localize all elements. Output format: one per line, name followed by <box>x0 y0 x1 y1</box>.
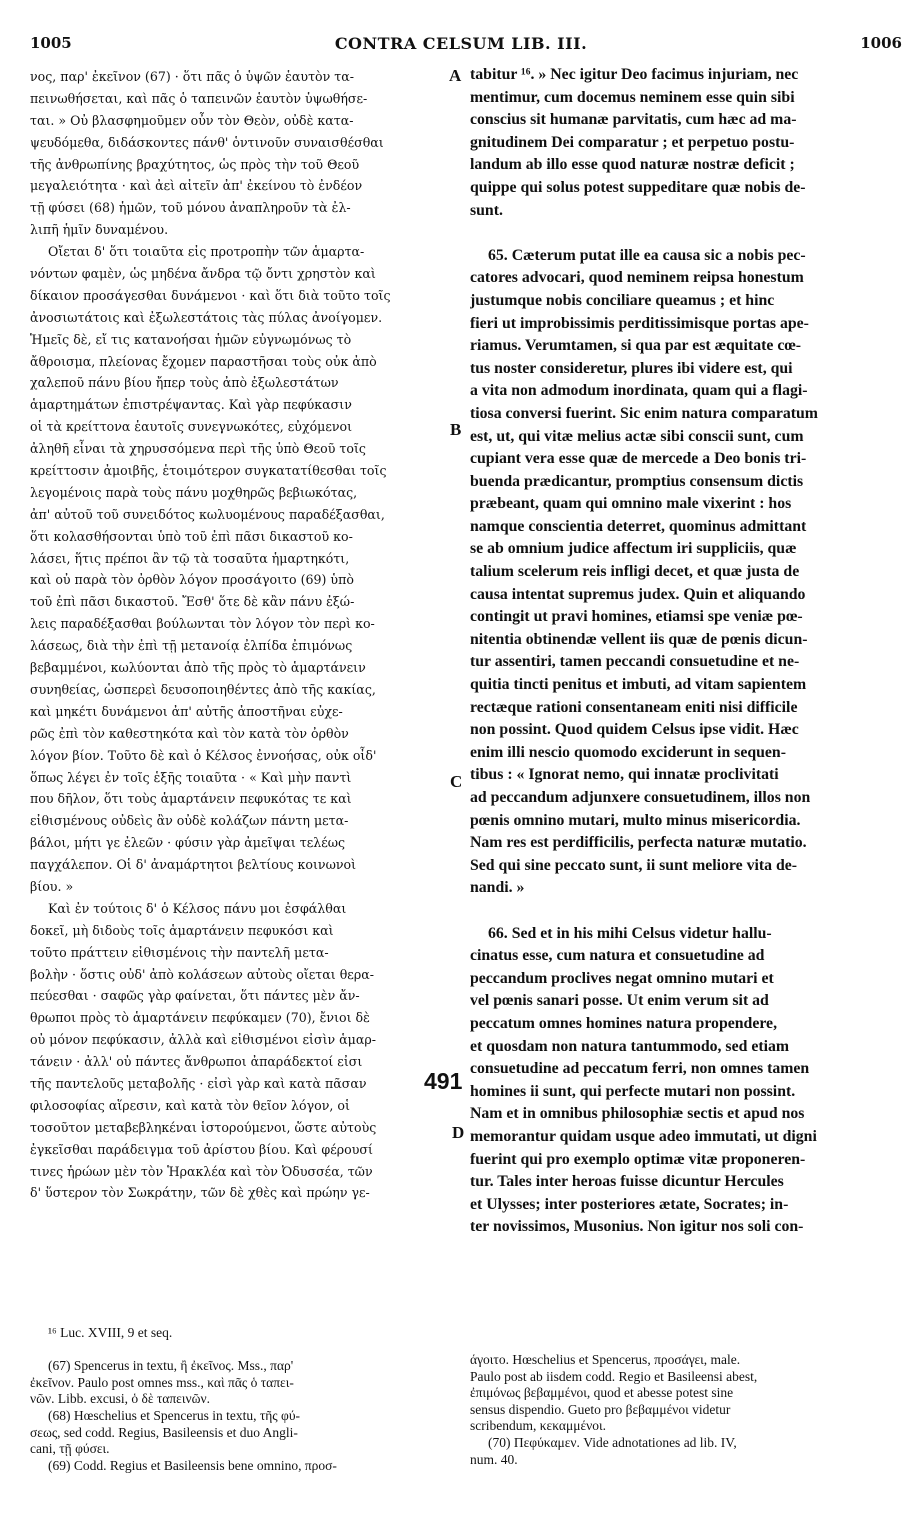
text-line: οἱ τὰ κρείττονα ἑαυτοῖς συνεγνωκότες, εὐχόμενοι <box>30 419 353 435</box>
margin-letter-b: B <box>450 420 462 439</box>
text-line: λάσεως, διὰ τὴν ἐπὶ τῇ μετανοίᾳ ἐλπίδα ἐπιμόνως <box>30 638 353 654</box>
text-line: sunt. <box>470 201 503 219</box>
text-line: ται. » Οὐ βλασφημοῦμεν οὖν τὸν Θεὸν, οὐδὲ κατα- <box>30 112 354 128</box>
latin-text-column <box>470 64 895 1239</box>
text-line: et Ulysses; inter posteriores ætate, Socrates; in- <box>470 1195 789 1213</box>
text-line <box>30 1342 450 1359</box>
text-line: νος, παρ' ἐκεῖνον (67) · ὅτι πᾶς ὁ ὑψῶν ἑαυτὸν τα- <box>30 69 355 84</box>
text-line: κρείττοσιν ἀμοιβῆς, ἑτοιμότερον συγκατατίθεσθαι τοῖς <box>30 463 387 479</box>
text-line: φιλοσοφίας αἵρεσιν, καὶ κατὰ τὸν θεῖον λόγον, οἱ <box>30 1097 350 1113</box>
text-line: cupiant vera esse quæ de mercede a Deo bonis tri- <box>470 450 807 468</box>
text-line: ¹⁶ Luc. XVIII, 9 et seq. <box>48 1325 173 1340</box>
text-line: λεγομένοις παρὰ τοὺς πάνυ μοχθηρῶς βεβιωκότας, <box>30 484 358 500</box>
text-line: rectæque rationi consentaneam eniti nisi difficile <box>470 698 798 716</box>
text-line: landum ab illo esse quod naturæ nostræ deficit ; <box>470 156 795 174</box>
text-line: εἰθισμένους οὐδεὶς ἂν οὐδὲ κολάζων πάντη μετα- <box>30 813 349 829</box>
text-line: consuetudine ad peccatum ferri, non omnes tamen <box>470 1060 810 1078</box>
text-line: fieri ut improbissimis perditissimisque portas ape- <box>470 314 809 332</box>
text-line: πεινωθήσεται, καὶ πᾶς ὁ ταπεινῶν ἑαυτὸν ὑψωθήσε- <box>30 90 368 106</box>
text-line: σεως, sed codd. Regius, Basileensis et duo Angli- <box>30 1424 298 1440</box>
text-line: τῇ φύσει (68) ἡμῶν, τοῦ μόνου ἀναπληροῦν τὰ ἐλ- <box>30 200 351 216</box>
text-line: cani, τῇ φύσει. <box>30 1441 110 1457</box>
text-line: ὅτι κολασθήσονται ὑπὸ τοῦ ἐπὶ πᾶσι δικαστοῦ κο- <box>30 528 353 544</box>
text-line <box>470 900 895 923</box>
text-line: ἐπιμόνως βεβαμμένοι, quod et abesse potest sine <box>470 1385 734 1401</box>
text-line: βολὴν · ὅστις οὐδ' ἀπὸ κολάσεων αὐτοὺς οἴεται θερα- <box>30 966 374 982</box>
text-line: ter novissimos, Musonius. Non igitur nos soli con- <box>470 1218 804 1236</box>
footnotes-right <box>470 1352 895 1468</box>
text-line: τοῦ ἐπὶ πᾶσι δικαστοῦ. Ἔσθ' ὅτε δὲ κἂν πάνυ ἐξώ- <box>30 594 355 610</box>
text-line: sensus dispendio. Gueto pro βεβαμμένοι videtur <box>470 1401 731 1417</box>
text-line: quippe qui solus potest suppeditare quæ nobis de- <box>470 178 806 196</box>
text-line: (68) Hœschelius et Spencerus in textu, τῆς φύ- <box>48 1407 301 1423</box>
text-line: mentimur, cum docemus neminem esse quin sibi <box>470 88 795 106</box>
text-line: riamus. Verumtamen, si qua par est æquitate cœ- <box>470 337 802 355</box>
text-line: τάνειν · ἀλλ' οὐ πάντες ἄνθρωποι ἀπαράδεκτοί εἰσι <box>30 1054 363 1070</box>
text-line: cinatus esse, cum natura et consuetudine ad <box>470 947 765 965</box>
margin-letter-c: C <box>450 772 463 791</box>
text-line: δοκεῖ, μὴ διδοὺς τοῖς ἁμαρτάνειν πεφυκόσι καὶ <box>30 922 334 938</box>
text-line: namque conscientia deterret, quominus admittant <box>470 517 807 535</box>
text-line: tiosa conversi fuerint. Sic enim natura comparatum <box>470 404 818 422</box>
text-line: δίκαιον προσάγεσθαι δυνάμενοι · καὶ ὅτι διὰ τοῦτο τοῖς <box>30 287 391 303</box>
text-line: enim illi nescio quomodo exciderunt in sequen- <box>470 743 786 761</box>
text-line: fuerint qui pro exemplo optimæ vitæ proponeren- <box>470 1150 806 1168</box>
text-line: præbeant, quam qui omnino male vixerint : hos <box>470 495 792 513</box>
text-line: est, ut, qui vitæ melius actæ sibi conscii sunt, cum <box>470 427 804 445</box>
text-line: ἄθροισμα, πλείονας ἔχομεν παραστῆσαι τοὺς οὐκ ἀπὸ <box>30 353 377 369</box>
text-line: πεύεσθαι · σαφῶς γὰρ φαίνεται, ὅτι πάντες μὲν ἄν- <box>30 988 360 1004</box>
text-line: gnitudinem Dei comparatur ; et perpetuo postu- <box>470 133 795 151</box>
text-line: (70) Πεφύκαμεν. Vide adnotationes ad lib. IV, <box>488 1434 737 1450</box>
running-header <box>0 34 922 58</box>
text-line: θρωποι πρὸς τὸ ἁμαρτάνειν πεφύκαμεν (70), ἔνιοι δὲ <box>30 1010 370 1026</box>
text-line: tibus : « Ignorat nemo, qui innatæ proclivitati <box>470 766 779 784</box>
text-line: ἀληθῆ εἶναι τὰ χηρυσσόμενα περὶ τῆς ὑπὸ Θεοῦ τοῖς <box>30 441 366 457</box>
text-line: conscius sit humanæ parvitatis, cum hæc ad ma- <box>470 111 797 129</box>
text-line: peccatum omnes homines natura propendere, <box>470 1014 778 1032</box>
text-line: τοσοῦτον μεταβεβληκέναι ἱστορούμενοι, ὥστε αὐτοὺς <box>30 1119 377 1135</box>
text-line: ἐγκεῖσθαι παράδειγμα τοῦ ἀρίστου βίου. Καὶ φέρουσί <box>30 1141 373 1157</box>
text-line: τῆς παντελοῦς μεταβολῆς · εἰσὶ γὰρ καὶ κατὰ πᾶσαν <box>30 1075 367 1091</box>
text-line: ad peccandum adjunxere consuetudinem, illos non <box>470 789 811 806</box>
text-line: λάσει, ἥτις πρέποι ἂν τῷ τὰ τοσαῦτα ἡμαρτηκότι, <box>30 550 350 566</box>
text-line: tus noster consideretur, plures ibi videre est, qui <box>470 359 793 377</box>
text-line: quitia tincti penitus et imbuti, ad vitam sapientem <box>470 676 807 694</box>
text-line: τῆς ἀνθρωπίνης βραχύτητος, ὡς πρὸς τὴν τοῦ Θεοῦ <box>30 156 360 172</box>
text-line: Καὶ ἐν τούτοις δ' ὁ Κέλσος πάνυ μοι ἐσφάλθαι <box>48 900 347 916</box>
text-line: Οἴεται δ' ὅτι τοιαῦτα εἰς προτροπὴν τῶν ἁμαρτα- <box>48 244 365 260</box>
text-line: Paulo post ab iisdem codd. Regio et Basileensi abest, <box>470 1368 758 1384</box>
text-line: βεβαμμένοι, κωλύονται ἀπὸ τῆς πρὸς τὸ ἁμαρτάνειν <box>30 660 366 676</box>
text-line: τοῦτο πράττειν εἰθισμένοις τὴν παντελῆ μετα- <box>30 944 329 960</box>
text-line: catores advocari, quod neminem reipsa honestum <box>470 269 804 287</box>
text-line: τινες ἡρώων μὲν τὸν Ἡρακλέα καὶ τὸν Ὀδυσσέα, τῶν <box>30 1163 373 1179</box>
text-line: tur. Tales inter heroas fuisse dicuntur Hercules <box>470 1173 784 1191</box>
text-line: άγοιτο. Hœschelius et Spencerus, προσάγει, male. <box>470 1352 741 1367</box>
text-line: συνηθείας, ὡσπερεὶ δευσοποιηθέντες ἀπὸ τῆς κακίας, <box>30 681 376 697</box>
text-line: ἀπ' αὐτοῦ τοῦ συνειδότος κωλυομένους παραδέξασθαι, <box>30 506 385 522</box>
text-line: λεις παραδέξασθαι βούλωνται τὸν λόγον τὸν περὶ κο- <box>30 616 375 632</box>
text-line: vel pœnis sanari posse. Ut enim verum sit ad <box>470 992 769 1010</box>
margin-letter-d: D <box>452 1123 465 1142</box>
text-line: δ' ὕστερον τὸν Σωκράτην, τῶν δὲ χθὲς καὶ πρώην γε- <box>30 1185 370 1201</box>
text-line: Sed qui sine peccato sunt, ii sunt meliore vita de- <box>470 856 798 874</box>
text-line: buenda prædicantur, promptius consensum dictis <box>470 472 804 490</box>
running-title: CONTRA CELSUM LIB. III. <box>334 34 588 53</box>
text-line: nandi. » <box>470 879 525 897</box>
text-line: χαλεποῦ πάνυ βίου ἤπερ τοὺς ἀπὸ ἐξωλεστάτων <box>30 375 339 391</box>
text-line: ἐκεῖνον. Paulo post omnes mss., καὶ πᾶς ὁ ταπει- <box>30 1374 294 1390</box>
text-line: justumque nobis conciliare queamus ; et hinc <box>470 291 775 309</box>
text-line: 65. Cæterum putat ille ea causa sic a nobis pec- <box>488 246 806 264</box>
text-line: homines ii sunt, qui perfecte mutari non possint. <box>470 1082 796 1100</box>
text-line: 66. Sed et in his mihi Celsus videtur hallu- <box>488 924 772 942</box>
text-line: μεγαλειότητα · καὶ ἀεὶ αἰτεῖν ἀπ' ἐκείνου τὸ ἐνδέον <box>30 178 363 194</box>
text-line: νῶν. Libb. excusi, ὁ δὲ ταπεινῶν. <box>30 1391 210 1407</box>
text-line: peccandum proclives negat omnino mutari et <box>470 969 774 987</box>
text-line: scribendum, κεκαμμένοι. <box>470 1418 606 1434</box>
text-line: Nam res est perdifficilis, perfecta naturæ mutatio. <box>470 834 807 852</box>
page-number-left: 1005 <box>30 34 72 52</box>
text-line: et quosdam non natura tantummodo, sed etiam <box>470 1037 790 1055</box>
text-line: βάλοι, μήτι γε ἐλεῶν · φύσιν γὰρ ἀμεῖψαι τελέως <box>30 835 346 851</box>
text-line: Ἡμεῖς δὲ, εἴ τις κατανοήσαι ἡμῶν εὐγνωμόνως τὸ <box>30 331 352 347</box>
text-line: (67) Spencerus in textu, ἢ ἐκεῖνος. Mss., παρ' <box>48 1358 294 1374</box>
text-line <box>470 222 895 245</box>
text-line: ἁμαρτημάτων ἐπιστρέψαντας. Καὶ γὰρ πεφύκασιν <box>30 397 352 413</box>
text-line: νόντων φαμὲν, ὡς μηδένα ἄνδρα τῷ ὄντι χρηστὸν καὶ <box>30 266 376 282</box>
text-line: Nam et in omnibus philosophiæ sectis et apud nos <box>470 1105 805 1123</box>
text-line: talium scelerum reis infligi decet, et quæ justa de <box>470 563 800 581</box>
text-line: se ab omnium judice affectum iri suppliciis, quæ <box>470 540 797 558</box>
text-line: tur assentiri, tamen peccandi consuetudine et ne- <box>470 653 800 671</box>
text-line: contingit ut pravi homines, etiamsi spe veniæ pœ- <box>470 608 803 626</box>
text-line: βίου. » <box>30 878 74 894</box>
text-line: λιπῆ ἡμῖν δυναμένου. <box>30 222 169 238</box>
text-line: οὐ μόνον πεφύκασιν, ἀλλὰ καὶ εἰθισμένοι εἰσὶν ἁμαρ- <box>30 1032 377 1048</box>
text-line: pœnis omnino mutari, multo minus misericordia. <box>470 811 801 829</box>
text-line: tabitur ¹⁶. » Nec igitur Deo facimus injuriam, nec <box>470 66 799 83</box>
text-line: num. 40. <box>470 1451 518 1467</box>
footnotes-left <box>30 1325 450 1474</box>
text-line: non possint. Quod quidem Celsus ipse vidit. Hæc <box>470 721 799 739</box>
text-line: ψευδόμεθα, διδάσκοντες πάνθ' ὁντινοῦν συναισθέσθαι <box>30 134 384 150</box>
text-line: a vita non admodum inordinata, quam qui a flagi- <box>470 382 808 400</box>
column-number: 491 <box>424 1068 463 1094</box>
text-line: causa intentat supremus judex. Quin et aliquando <box>470 585 806 603</box>
text-line: παγχάλεπον. Οἱ δ' ἀναμάρτητοι βελτίους κοινωνοὶ <box>30 857 357 873</box>
text-line: ὅπως λέγει ἐν τοῖς ἑξῆς τοιαῦτα · « Καὶ μὴν παντὶ <box>30 769 352 785</box>
greek-text-column <box>30 66 456 1204</box>
text-line: καὶ οὐ παρὰ τὸν ὀρθὸν λόγον προσάγοιτο (69) ὑπὸ <box>30 572 354 588</box>
page-number-right: 1006 <box>860 34 902 52</box>
text-line: καὶ μηκέτι δυνάμενοι ἀπ' αὐτῆς ἀποστῆναι εὐχε- <box>30 703 343 719</box>
text-line: (69) Codd. Regius et Basileensis bene omnino, προσ- <box>48 1457 337 1473</box>
margin-letter-a: A <box>449 66 462 85</box>
text-line: που δῆλον, ὅτι τοὺς ἁμαρτάνειν πεφυκότας τε καὶ <box>30 791 352 807</box>
text-line: ρῶς ἐπὶ τὸν καθεστηκότα καὶ τὸν κατὰ τὸν ὀρθὸν <box>30 725 349 741</box>
text-line: λόγον βίον. Τοῦτο δὲ καὶ ὁ Κέλσος ἐννοήσας, οὐκ οἶδ' <box>30 747 377 763</box>
text-line: nitentia obtinendæ vellent iis quæ de pœnis dicun- <box>470 630 808 648</box>
text-line: ἀνοσιωτάτοις καὶ ἐξωλεστάτοις τὰς πύλας ἀνοίγομεν. <box>30 309 383 325</box>
text-line: memorantur quidam usque adeo immutati, ut digni <box>470 1127 817 1145</box>
